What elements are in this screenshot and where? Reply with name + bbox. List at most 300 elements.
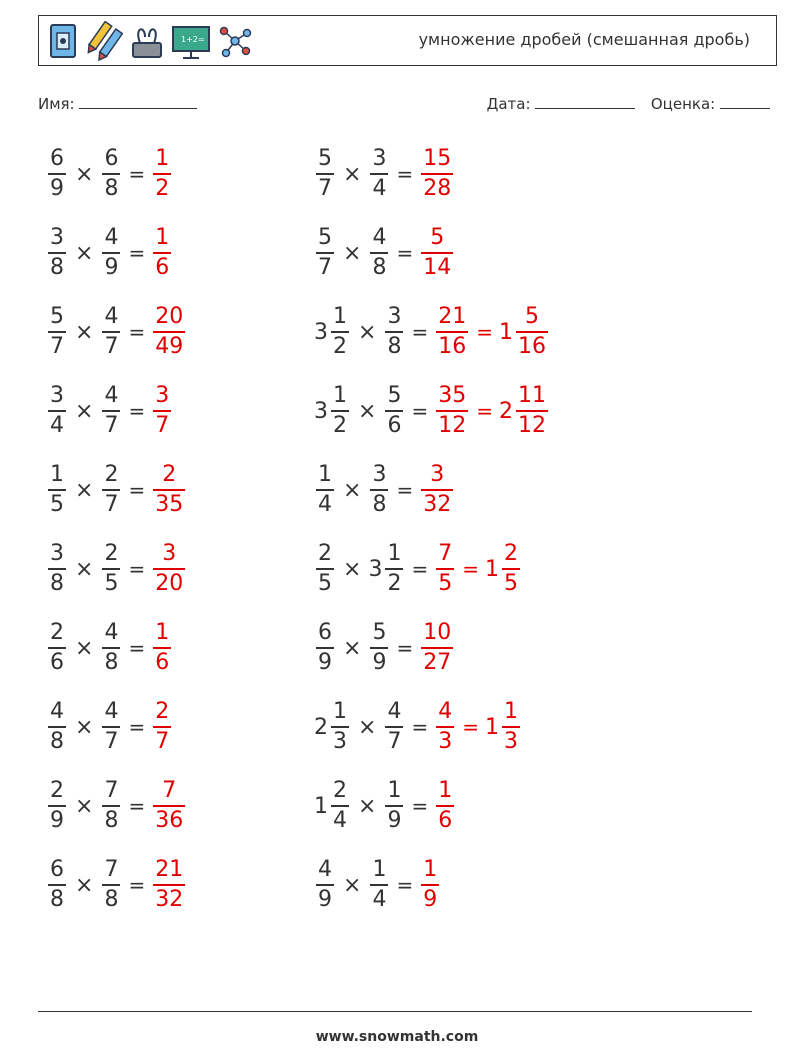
equals-sign: =	[396, 241, 414, 265]
equals-sign: =	[128, 636, 146, 660]
fraction-bar	[370, 489, 388, 491]
numerator: 7	[104, 857, 119, 882]
equals-sign: =	[396, 478, 414, 502]
date-line[interactable]	[535, 94, 635, 109]
numerator: 5	[318, 146, 332, 171]
first-factor	[46, 780, 68, 832]
second-factor	[100, 227, 122, 279]
numerator: 7	[104, 778, 119, 803]
answer	[419, 622, 455, 674]
numerator: 2	[503, 541, 518, 566]
fraction	[421, 464, 453, 516]
grade-line[interactable]	[720, 94, 770, 109]
answer	[434, 701, 522, 753]
answer-fraction	[419, 859, 441, 911]
times-sign: ×	[358, 398, 377, 424]
first-factor	[314, 622, 336, 674]
numerator: 5	[524, 304, 539, 329]
denominator: 5	[438, 571, 453, 596]
problem-6	[314, 299, 550, 365]
fraction	[153, 227, 171, 279]
numerator: 2	[155, 699, 170, 724]
denominator: 5	[50, 492, 64, 517]
numerator: 1	[438, 778, 453, 803]
denominator: 8	[387, 334, 402, 359]
fraction-bar	[516, 410, 548, 412]
fraction-bar	[331, 726, 349, 728]
equals-sign: =	[128, 162, 146, 186]
fraction	[370, 227, 388, 279]
fraction	[385, 701, 403, 753]
answer-fraction	[151, 543, 187, 595]
answer	[151, 385, 173, 437]
fraction-bar	[331, 410, 349, 412]
answer	[151, 227, 173, 279]
numerator: 11	[517, 383, 546, 408]
fraction-bar	[316, 252, 334, 254]
answer-fraction	[419, 622, 455, 674]
answer	[434, 385, 550, 437]
fraction-bar	[502, 568, 520, 570]
equals-sign: =	[128, 873, 146, 897]
fraction-bar	[153, 173, 171, 175]
fraction-bar	[48, 173, 66, 175]
first-factor	[46, 859, 68, 911]
answer	[151, 701, 173, 753]
denominator: 7	[104, 729, 119, 754]
fraction	[153, 701, 171, 753]
denominator: 4	[50, 413, 64, 438]
footer-url: www.snowmath.com	[315, 1029, 479, 1045]
times-sign: ×	[75, 240, 94, 266]
denominator: 16	[517, 334, 546, 359]
denominator: 5	[318, 571, 332, 596]
fraction-bar	[153, 805, 185, 807]
numerator: 5	[372, 620, 387, 645]
equals-sign: =	[411, 715, 429, 739]
denominator: 9	[50, 808, 64, 833]
first-factor	[314, 780, 351, 832]
fraction	[316, 227, 334, 279]
fraction	[102, 543, 120, 595]
numerator: 6	[318, 620, 332, 645]
fraction-bar	[153, 647, 171, 649]
fraction-bar	[102, 884, 120, 886]
denominator: 3	[333, 729, 347, 754]
equals-sign: =	[411, 320, 429, 344]
denominator: 3	[438, 729, 453, 754]
times-sign: ×	[75, 398, 94, 424]
answer	[419, 859, 441, 911]
first-factor	[314, 701, 351, 753]
fraction-bar	[102, 647, 120, 649]
fraction-bar	[370, 884, 388, 886]
fraction-bar	[153, 331, 185, 333]
fraction-bar	[48, 647, 66, 649]
first-factor	[46, 148, 68, 200]
fraction-bar	[331, 331, 349, 333]
second-factor	[368, 464, 390, 516]
denominator: 7	[318, 255, 332, 280]
answer-fraction	[434, 385, 470, 437]
denominator: 2	[333, 334, 347, 359]
fraction	[102, 464, 120, 516]
times-sign: ×	[75, 793, 94, 819]
times-sign: ×	[343, 161, 362, 187]
denominator: 2	[387, 571, 402, 596]
answer-fraction	[151, 464, 187, 516]
fraction	[48, 780, 66, 832]
denominator: 8	[50, 255, 64, 280]
numerator: 4	[318, 857, 332, 882]
fraction	[331, 701, 349, 753]
numerator: 3	[155, 383, 170, 408]
fraction-bar	[370, 173, 388, 175]
denominator: 4	[333, 808, 347, 833]
numerator: 5	[50, 304, 64, 329]
first-factor	[46, 306, 68, 358]
equals-sign: =	[128, 478, 146, 502]
fraction-bar	[316, 568, 334, 570]
fraction	[436, 543, 454, 595]
fraction	[48, 227, 66, 279]
fraction-bar	[48, 805, 66, 807]
fraction-bar	[516, 331, 548, 333]
denominator: 7	[155, 729, 170, 754]
denominator: 7	[387, 729, 402, 754]
numerator: 1	[503, 699, 518, 724]
answer	[151, 859, 187, 911]
denominator: 7	[155, 413, 170, 438]
problem-11	[46, 536, 187, 602]
numerator: 2	[50, 620, 64, 645]
problem-15	[46, 694, 173, 760]
fraction	[421, 622, 453, 674]
equals-sign: =	[128, 399, 146, 423]
denominator: 8	[104, 650, 119, 675]
fraction	[436, 306, 468, 358]
sharpener-icon	[45, 21, 81, 61]
binder-clip-icon	[129, 21, 165, 61]
fraction-bar	[153, 489, 185, 491]
first-factor	[314, 543, 336, 595]
fraction-bar	[48, 884, 66, 886]
equals-sign: =	[396, 636, 414, 660]
denominator: 36	[155, 808, 184, 833]
fraction-bar	[385, 568, 403, 570]
denominator: 27	[423, 650, 452, 675]
fraction	[48, 385, 66, 437]
answer-equals-sign: =	[462, 715, 479, 739]
numerator: 4	[104, 383, 119, 408]
denominator: 4	[318, 492, 332, 517]
numerator: 15	[423, 146, 452, 171]
date-label: Дата:	[486, 95, 531, 113]
answer	[434, 306, 550, 358]
answer	[419, 148, 455, 200]
fraction	[102, 385, 120, 437]
answer-fraction	[151, 780, 187, 832]
answer-fraction	[151, 622, 173, 674]
answer	[419, 464, 455, 516]
problem-4	[314, 220, 455, 286]
second-factor	[100, 859, 122, 911]
denominator: 9	[423, 887, 438, 912]
answer-fraction	[434, 701, 456, 753]
fraction	[385, 543, 403, 595]
fraction	[153, 464, 185, 516]
whole-number: 1	[484, 556, 499, 582]
numerator: 1	[333, 304, 347, 329]
fraction	[153, 859, 185, 911]
numerator: 6	[104, 146, 119, 171]
second-factor	[368, 543, 405, 595]
answer-fraction	[151, 148, 173, 200]
fraction	[502, 543, 520, 595]
fraction	[102, 227, 120, 279]
answer	[151, 543, 187, 595]
numerator: 3	[372, 462, 387, 487]
problem-17	[46, 773, 187, 839]
numerator: 10	[423, 620, 452, 645]
answer	[151, 464, 187, 516]
denominator: 49	[155, 334, 184, 359]
fraction	[316, 622, 334, 674]
second-factor	[100, 701, 122, 753]
numerator: 21	[155, 857, 184, 882]
numerator: 3	[162, 541, 177, 566]
problem-1	[46, 141, 173, 207]
answer-mixed-number	[485, 701, 522, 753]
fraction	[436, 385, 468, 437]
fraction	[153, 780, 185, 832]
fraction	[153, 148, 171, 200]
answer	[434, 543, 522, 595]
numerator: 6	[50, 146, 64, 171]
fraction-bar	[316, 884, 334, 886]
second-factor	[368, 148, 390, 200]
answer	[151, 780, 187, 832]
numerator: 21	[438, 304, 467, 329]
answer-fraction	[151, 385, 173, 437]
fraction-bar	[421, 173, 453, 175]
denominator: 16	[438, 334, 467, 359]
numerator: 1	[318, 462, 332, 487]
numerator: 1	[155, 225, 170, 250]
fraction	[385, 306, 403, 358]
problem-13	[46, 615, 173, 681]
numerator: 1	[155, 620, 170, 645]
fraction-bar	[102, 410, 120, 412]
whole-number: 3	[368, 556, 383, 582]
numerator: 3	[372, 146, 387, 171]
numerator: 3	[50, 541, 64, 566]
equals-sign: =	[396, 873, 414, 897]
fraction	[102, 148, 120, 200]
problem-19	[46, 852, 187, 918]
fraction-bar	[436, 805, 454, 807]
times-sign: ×	[75, 714, 94, 740]
fraction-bar	[102, 568, 120, 570]
denominator: 4	[372, 887, 387, 912]
second-factor	[100, 148, 122, 200]
numerator: 2	[318, 541, 332, 566]
times-sign: ×	[343, 240, 362, 266]
first-factor	[314, 859, 336, 911]
fraction	[316, 464, 334, 516]
whole-number: 1	[484, 714, 499, 740]
numerator: 4	[438, 699, 453, 724]
denominator: 9	[50, 176, 64, 201]
denominator: 20	[155, 571, 184, 596]
second-factor	[100, 622, 122, 674]
times-sign: ×	[75, 319, 94, 345]
denominator: 9	[318, 887, 332, 912]
fraction	[516, 306, 548, 358]
denominator: 8	[372, 492, 387, 517]
denominator: 8	[104, 176, 119, 201]
times-sign: ×	[343, 635, 362, 661]
numerator: 7	[162, 778, 177, 803]
denominator: 7	[104, 413, 119, 438]
fraction	[316, 543, 334, 595]
fraction	[153, 622, 171, 674]
fraction	[316, 859, 334, 911]
fraction	[370, 148, 388, 200]
numerator: 3	[50, 225, 64, 250]
fraction	[48, 306, 66, 358]
second-factor	[383, 780, 405, 832]
whole-number: 2	[498, 398, 513, 424]
answer-fraction	[151, 227, 173, 279]
numerator: 4	[104, 304, 119, 329]
denominator: 32	[423, 492, 452, 517]
denominator: 8	[104, 887, 119, 912]
first-factor	[46, 701, 68, 753]
whole-number: 1	[498, 319, 513, 345]
date-grade-fields	[487, 94, 770, 113]
numerator: 7	[438, 541, 453, 566]
name-line[interactable]	[79, 94, 197, 109]
fraction-bar	[436, 331, 468, 333]
first-factor	[46, 622, 68, 674]
times-sign: ×	[75, 872, 94, 898]
fraction-bar	[370, 647, 388, 649]
answer-fraction	[151, 306, 187, 358]
fraction-bar	[316, 489, 334, 491]
times-sign: ×	[358, 714, 377, 740]
svg-text:1+2=: 1+2=	[181, 35, 205, 44]
fraction	[48, 859, 66, 911]
fraction	[48, 622, 66, 674]
fraction	[385, 780, 403, 832]
equals-sign: =	[128, 320, 146, 344]
fraction	[102, 622, 120, 674]
fraction-bar	[370, 252, 388, 254]
denominator: 14	[423, 255, 452, 280]
name-label: Имя:	[38, 95, 75, 113]
denominator: 8	[50, 571, 64, 596]
denominator: 2	[155, 176, 170, 201]
fraction	[316, 148, 334, 200]
times-sign: ×	[75, 161, 94, 187]
fraction-bar	[102, 252, 120, 254]
problem-18	[314, 773, 456, 839]
numerator: 1	[333, 699, 347, 724]
fraction-bar	[48, 252, 66, 254]
numerator: 2	[162, 462, 177, 487]
fraction-bar	[436, 726, 454, 728]
fraction-bar	[102, 173, 120, 175]
fraction-bar	[385, 331, 403, 333]
problem-8	[314, 378, 550, 444]
fraction	[331, 780, 349, 832]
first-factor	[314, 227, 336, 279]
fraction	[102, 306, 120, 358]
fraction	[436, 780, 454, 832]
name-field[interactable]	[38, 94, 197, 113]
times-sign: ×	[75, 477, 94, 503]
whole-number: 3	[314, 398, 328, 424]
answer	[419, 227, 455, 279]
fraction-bar	[48, 568, 66, 570]
numerator: 3	[430, 462, 445, 487]
fraction	[421, 859, 439, 911]
fraction	[48, 464, 66, 516]
whole-number: 2	[314, 714, 328, 740]
fraction	[102, 780, 120, 832]
first-factor	[46, 543, 68, 595]
times-sign: ×	[343, 477, 362, 503]
numerator: 4	[372, 225, 387, 250]
fraction-bar	[153, 726, 171, 728]
denominator: 35	[155, 492, 184, 517]
answer	[434, 780, 456, 832]
equals-sign: =	[411, 399, 429, 423]
fraction	[436, 701, 454, 753]
times-sign: ×	[358, 793, 377, 819]
fraction-bar	[421, 647, 453, 649]
fraction-bar	[102, 726, 120, 728]
fraction-bar	[153, 568, 185, 570]
fraction-bar	[421, 489, 453, 491]
times-sign: ×	[75, 556, 94, 582]
fraction	[385, 385, 403, 437]
fraction-bar	[502, 726, 520, 728]
numerator: 6	[50, 857, 64, 882]
header-icons	[45, 21, 253, 61]
fraction	[331, 306, 349, 358]
problem-7	[46, 378, 173, 444]
answer-fraction	[419, 148, 455, 200]
fraction-bar	[436, 568, 454, 570]
numerator: 20	[155, 304, 184, 329]
fraction-bar	[421, 252, 453, 254]
second-factor	[100, 306, 122, 358]
fraction-bar	[48, 489, 66, 491]
denominator: 7	[318, 176, 332, 201]
times-sign: ×	[343, 872, 362, 898]
answer-fraction	[434, 780, 456, 832]
fraction	[102, 859, 120, 911]
answer-fraction	[419, 227, 455, 279]
second-factor	[100, 385, 122, 437]
fraction-bar	[48, 410, 66, 412]
fraction	[370, 859, 388, 911]
equals-sign: =	[128, 241, 146, 265]
denominator: 9	[104, 255, 119, 280]
denominator: 8	[372, 255, 387, 280]
